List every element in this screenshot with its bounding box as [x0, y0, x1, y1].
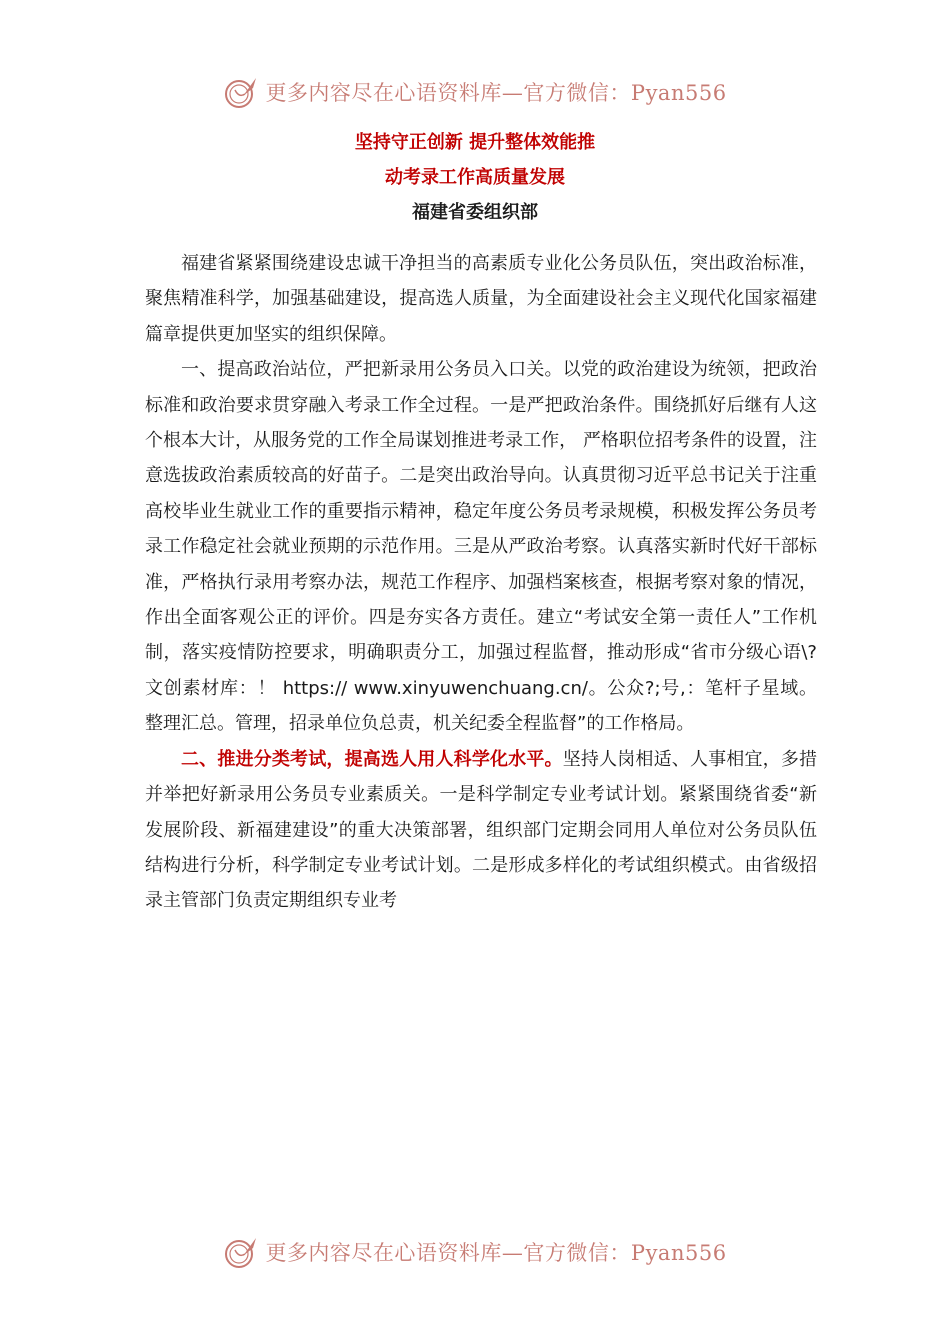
author-organization: 福建省委组织部	[412, 202, 538, 223]
quill-seal-icon	[223, 74, 259, 110]
paragraph-section-2	[145, 742, 817, 919]
footer-watermark-banner	[0, 1232, 950, 1272]
quill-seal-icon	[223, 1234, 259, 1270]
banner-text: 更多内容尽在心语资料库—官方微信：Pyan556	[265, 81, 727, 105]
article-title-line-1: 坚持守正创新 提升整体效能推	[354, 132, 596, 153]
header-watermark-banner	[0, 72, 950, 112]
article-body	[145, 246, 817, 919]
section-2-heading: 二、推进分类考试，提高选人用人科学化水平。	[181, 748, 563, 770]
paragraph-intro: 福建省紧紧围绕建设忠诚干净担当的高素质专业化公务员队伍，突出政治标准，聚焦精准科学，加强基础建设，提高选人质量，为全面建设社会主义现代化国家福建篇章提供更加坚实的组织保障。	[145, 253, 817, 345]
section-2-text: 坚持人岗相适、人事相宜，多措并举把好新录用公务员专业素质关。一是科学制定专业考试计划。紧紧围绕省委“新发展阶段、新福建建设”的重大决策部署，组织部门定期会同用人单位对公务员队伍结构进行分析，科学制定专业考试计划。二是形成多样化的考试组织模式。由省级招录主管部门负责定期组织专业考	[145, 748, 818, 912]
article-title-line-2: 动考录工作高质量发展	[385, 167, 565, 188]
paragraph-section-1: 一、提高政治站位，严把新录用公务员入口关。以党的政治建设为统领，把政治标准和政治要求贯穿融入考录工作全过程。一是严把政治条件。围绕抓好后继有人这个根本大计，从服务党的工作全局谋划推进考录工作， 严格职位招考条件的设置，注意选拔政治素质较高的好苗子。二是突出政治导向。认真贯彻习近平总书记关于注重高校毕业生就业工作的重要指示精神，稳定年度公务员考录规模，积极发挥公务员考录工作稳定社会就业预期的示范作用。三是从严政治考察。认真落实新时代好干部标准，严格执行录用考察办法，规范工作程序、加强档案核查，根据考察对象的情况， 作出全面客观公正的评价。四是夯实各方责任。建立“考试安全第一责任人”工作机制，落实疫情防控要求，明确职责分工，加强过程监督，推动形成“省市分级心语\?文创素材库：！ https:// www.xinyuwenchuang.cn/。公众?;号,：笔杆子星域。整理汇总。管理，招录单位负总责，机关纪委全程监督”的工作格局。	[145, 359, 817, 735]
banner-text: 更多内容尽在心语资料库—官方微信：Pyan556	[265, 1241, 727, 1265]
